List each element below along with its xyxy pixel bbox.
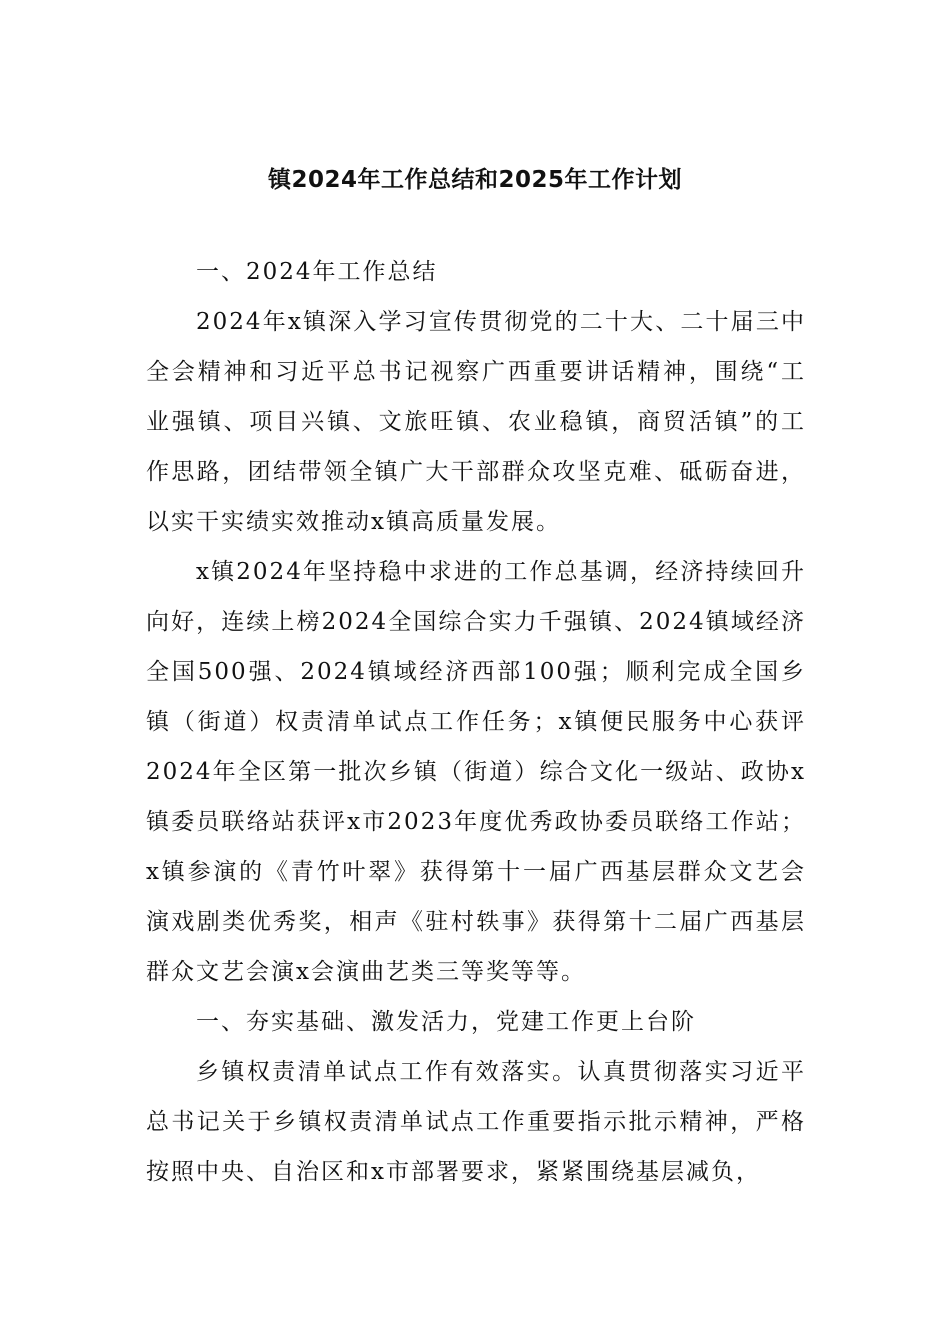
paragraph-responsibility-list: 乡镇权责清单试点工作有效落实。认真贯彻落实习近平总书记关于乡镇权责清单试点工作重要指示批示精神，严格按照中央、自治区和x市部署要求，紧紧围绕基层减负，: [146, 1059, 806, 1185]
section-heading-summary: 一、2024年工作总结: [196, 259, 438, 285]
paragraph-achievements: x镇2024年坚持稳中求进的工作总基调，经济持续回升向好，连续上榜2024全国综合实力千强镇、2024镇域经济全国500强、2024镇域经济西部100强；顺利完成全国乡镇（街道）权责清单试点工作任务；x镇便民服务中心获评2024年全区第一批次乡镇（街道）综合文化一级站、政协x镇委员联络站获评x市2023年度优秀政协委员联络工作站；x镇参演的《青竹叶翠》获得第十一届广西基层群众文艺会演戏剧类优秀奖，相声《驻村轶事》获得第十二届广西基层群众文艺会演x会演曲艺类三等奖等等。: [146, 559, 806, 985]
paragraph-intro: 2024年x镇深入学习宣传贯彻党的二十大、二十届三中全会精神和习近平总书记视察广西重要讲话精神，围绕“工业强镇、项目兴镇、文旅旺镇、农业稳镇，商贸活镇”的工作思路，团结带领全镇广大干部群众攻坚克难、砥砺奋进，以实干实绩实效推动x镇高质量发展。: [146, 309, 806, 535]
document-body: [146, 247, 806, 1197]
section-heading-party-building: 一、夯实基础、激发活力，党建工作更上台阶: [196, 1009, 696, 1035]
document-title: 镇2024年工作总结和2025年工作计划: [267, 167, 683, 193]
